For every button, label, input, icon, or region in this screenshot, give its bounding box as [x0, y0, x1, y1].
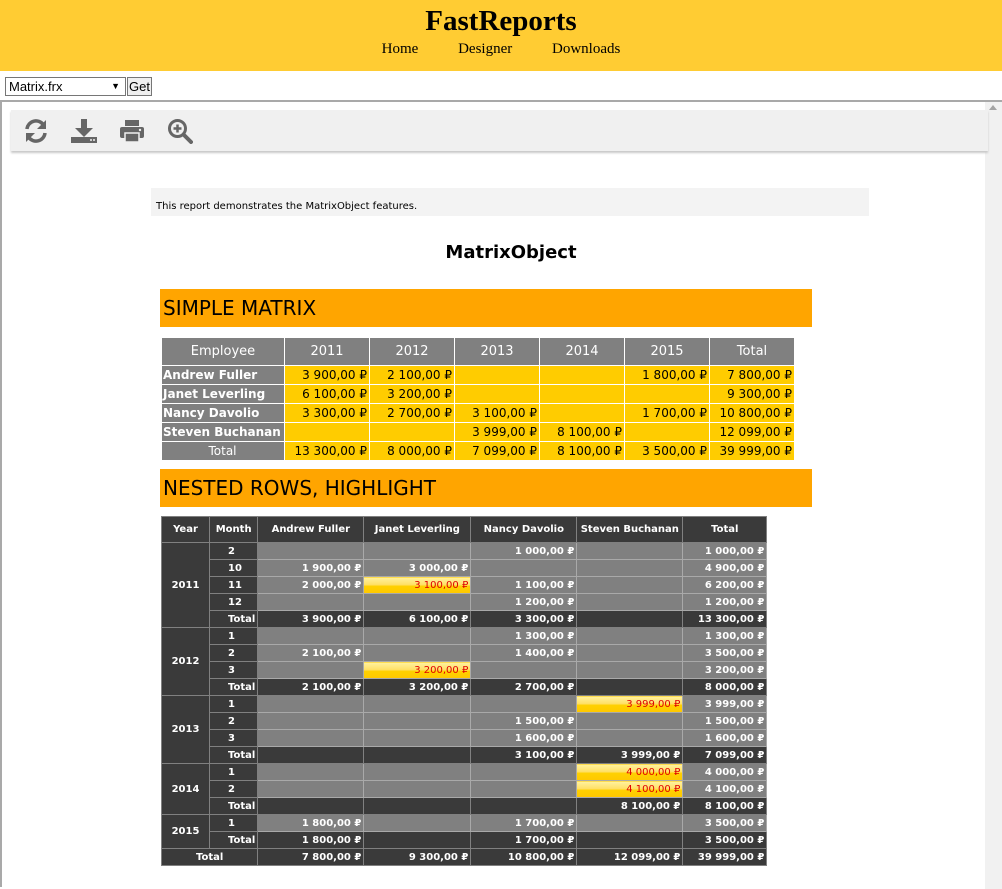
table-row	[162, 662, 767, 679]
value-cell: 3 999,00 ₽	[455, 423, 540, 442]
column-header: Nancy Davolio	[471, 517, 577, 543]
total-cell: 39 999,00 ₽	[710, 442, 795, 461]
month-cell: 2	[210, 645, 258, 662]
value-cell: 3 100,00 ₽	[455, 404, 540, 423]
year-cell: 2011	[162, 543, 210, 628]
value-cell: 12 099,00 ₽	[710, 423, 795, 442]
report-select[interactable]	[5, 77, 126, 96]
column-header: 2014	[540, 338, 625, 366]
value-cell: 3 200,00 ₽	[370, 385, 455, 404]
value-cell	[625, 423, 710, 442]
value-cell	[258, 594, 364, 611]
value-cell: 1 200,00 ₽	[471, 594, 577, 611]
month-cell: 1	[210, 628, 258, 645]
value-cell: 4 100,00 ₽	[683, 781, 767, 798]
value-cell: 1 300,00 ₽	[683, 628, 767, 645]
month-cell: 1	[210, 764, 258, 781]
nav-home-link[interactable]: Home	[381, 41, 419, 57]
value-cell	[364, 747, 471, 764]
report-description: This report demonstrates the MatrixObject features.	[151, 188, 869, 216]
employee-cell: Andrew Fuller	[162, 366, 285, 385]
value-cell	[455, 366, 540, 385]
table-row	[162, 543, 767, 560]
value-cell: 1 700,00 ₽	[471, 832, 577, 849]
value-cell: 7 099,00 ₽	[683, 747, 767, 764]
highlighted-cell: 4 100,00 ₽	[577, 781, 683, 798]
month-cell: 1	[210, 696, 258, 713]
value-cell: 1 800,00 ₽	[258, 832, 364, 849]
value-cell: 3 999,00 ₽	[683, 696, 767, 713]
value-cell	[471, 696, 577, 713]
value-cell	[364, 696, 471, 713]
section-nested-rows-title: NESTED ROWS, HIGHLIGHT	[160, 469, 812, 507]
value-cell: 3 300,00 ₽	[471, 611, 577, 628]
total-row	[162, 442, 795, 461]
month-cell: Total	[210, 679, 258, 696]
value-cell: 9 300,00 ₽	[710, 385, 795, 404]
value-cell: 3 100,00 ₽	[471, 747, 577, 764]
value-cell: 6 100,00 ₽	[285, 385, 370, 404]
value-cell: 6 200,00 ₽	[683, 577, 767, 594]
month-cell: Total	[210, 611, 258, 628]
grand-total-cell: 9 300,00 ₽	[364, 849, 471, 866]
simple-matrix-header-row	[162, 338, 795, 366]
value-cell: 6 100,00 ₽	[364, 611, 471, 628]
viewer-toolbar	[11, 110, 988, 151]
month-cell: Total	[210, 798, 258, 815]
value-cell	[577, 645, 683, 662]
table-row	[162, 815, 767, 832]
value-cell	[471, 560, 577, 577]
total-cell: 3 500,00 ₽	[625, 442, 710, 461]
column-header: Steven Buchanan	[577, 517, 683, 543]
column-header: Janet Leverling	[364, 517, 471, 543]
table-row	[162, 781, 767, 798]
subtotal-row	[162, 832, 767, 849]
year-cell: 2012	[162, 628, 210, 696]
subtotal-row	[162, 679, 767, 696]
value-cell: 1 500,00 ₽	[683, 713, 767, 730]
dropdown-arrow-icon: ▼	[111, 80, 120, 91]
vertical-scrollbar[interactable]	[985, 102, 1002, 889]
report-viewer	[0, 100, 1002, 887]
employee-cell: Steven Buchanan	[162, 423, 285, 442]
subtotal-row	[162, 611, 767, 628]
value-cell: 1 200,00 ₽	[683, 594, 767, 611]
subtotal-row	[162, 798, 767, 815]
value-cell	[577, 594, 683, 611]
value-cell: 3 900,00 ₽	[285, 366, 370, 385]
value-cell: 3 200,00 ₽	[683, 662, 767, 679]
value-cell: 8 100,00 ₽	[540, 423, 625, 442]
month-cell: 2	[210, 543, 258, 560]
nested-matrix-table	[161, 516, 767, 866]
print-icon[interactable]	[118, 117, 146, 145]
value-cell: 1 700,00 ₽	[625, 404, 710, 423]
value-cell	[625, 385, 710, 404]
table-row	[162, 764, 767, 781]
value-cell	[258, 764, 364, 781]
value-cell	[471, 781, 577, 798]
nav-downloads-link[interactable]: Downloads	[552, 41, 621, 57]
year-cell: 2014	[162, 764, 210, 815]
total-label: Total	[162, 442, 285, 461]
total-cell: 8 100,00 ₽	[540, 442, 625, 461]
value-cell: 3 900,00 ₽	[258, 611, 364, 628]
site-nav	[0, 40, 1002, 58]
month-cell: 3	[210, 730, 258, 747]
get-button[interactable]: Get	[127, 77, 152, 96]
employee-cell: Nancy Davolio	[162, 404, 285, 423]
month-cell: 2	[210, 713, 258, 730]
value-cell: 1 800,00 ₽	[625, 366, 710, 385]
value-cell	[577, 815, 683, 832]
value-cell	[364, 815, 471, 832]
value-cell	[258, 798, 364, 815]
value-cell	[285, 423, 370, 442]
grand-total-cell: 12 099,00 ₽	[577, 849, 683, 866]
year-cell: 2015	[162, 815, 210, 849]
value-cell: 8 100,00 ₽	[683, 798, 767, 815]
value-cell: 8 000,00 ₽	[683, 679, 767, 696]
month-cell: 11	[210, 577, 258, 594]
report-title: MatrixObject	[445, 242, 577, 263]
value-cell: 10 800,00 ₽	[710, 404, 795, 423]
value-cell: 13 300,00 ₽	[683, 611, 767, 628]
value-cell	[471, 764, 577, 781]
site-title: FastReports	[425, 5, 577, 37]
value-cell	[364, 730, 471, 747]
value-cell	[577, 662, 683, 679]
month-cell: 2	[210, 781, 258, 798]
column-header: 2015	[625, 338, 710, 366]
highlighted-cell: 3 999,00 ₽	[577, 696, 683, 713]
value-cell: 2 100,00 ₽	[370, 366, 455, 385]
value-cell: 3 500,00 ₽	[683, 832, 767, 849]
scroll-up-arrow-icon[interactable]	[989, 105, 997, 110]
value-cell: 1 900,00 ₽	[258, 560, 364, 577]
total-cell: 8 000,00 ₽	[370, 442, 455, 461]
value-cell	[258, 662, 364, 679]
value-cell: 1 100,00 ₽	[471, 577, 577, 594]
column-header: Andrew Fuller	[258, 517, 364, 543]
table-row	[162, 696, 767, 713]
zoom-in-icon[interactable]	[166, 117, 194, 145]
site-header	[0, 0, 1002, 71]
table-row	[162, 577, 767, 594]
table-row	[162, 385, 795, 404]
refresh-icon[interactable]	[22, 117, 50, 145]
table-row	[162, 645, 767, 662]
value-cell	[577, 679, 683, 696]
table-row	[162, 594, 767, 611]
value-cell	[577, 713, 683, 730]
value-cell	[258, 696, 364, 713]
value-cell	[258, 730, 364, 747]
value-cell	[364, 713, 471, 730]
value-cell	[370, 423, 455, 442]
grand-total-cell: 39 999,00 ₽	[683, 849, 767, 866]
value-cell	[364, 628, 471, 645]
grand-total-cell: 7 800,00 ₽	[258, 849, 364, 866]
value-cell	[258, 713, 364, 730]
value-cell: 1 700,00 ₽	[471, 815, 577, 832]
column-header: 2013	[455, 338, 540, 366]
value-cell: 1 000,00 ₽	[471, 543, 577, 560]
value-cell	[577, 832, 683, 849]
table-row	[162, 366, 795, 385]
value-cell: 1 400,00 ₽	[471, 645, 577, 662]
value-cell: 4 000,00 ₽	[683, 764, 767, 781]
value-cell: 3 200,00 ₽	[364, 679, 471, 696]
column-header: 2012	[370, 338, 455, 366]
column-header: Employee	[162, 338, 285, 366]
value-cell	[258, 781, 364, 798]
report-picker-bar	[5, 76, 152, 96]
subtotal-row	[162, 747, 767, 764]
nav-designer-link[interactable]: Designer	[458, 41, 513, 57]
value-cell: 2 700,00 ₽	[471, 679, 577, 696]
value-cell: 1 500,00 ₽	[471, 713, 577, 730]
value-cell: 3 300,00 ₽	[285, 404, 370, 423]
simple-matrix-table	[161, 337, 795, 461]
value-cell: 1 600,00 ₽	[683, 730, 767, 747]
month-cell: 12	[210, 594, 258, 611]
column-header: Total	[710, 338, 795, 366]
value-cell: 3 500,00 ₽	[683, 645, 767, 662]
value-cell	[577, 543, 683, 560]
value-cell	[577, 577, 683, 594]
download-icon[interactable]	[70, 117, 98, 145]
value-cell: 1 800,00 ₽	[258, 815, 364, 832]
value-cell	[258, 628, 364, 645]
highlighted-cell: 4 000,00 ₽	[577, 764, 683, 781]
value-cell	[258, 543, 364, 560]
value-cell	[577, 628, 683, 645]
value-cell	[471, 798, 577, 815]
value-cell: 2 000,00 ₽	[258, 577, 364, 594]
month-cell: Total	[210, 832, 258, 849]
value-cell: 4 900,00 ₽	[683, 560, 767, 577]
value-cell	[471, 662, 577, 679]
value-cell	[364, 543, 471, 560]
grand-total-row	[162, 849, 767, 866]
value-cell	[364, 832, 471, 849]
value-cell	[364, 594, 471, 611]
value-cell: 1 000,00 ₽	[683, 543, 767, 560]
highlighted-cell: 3 200,00 ₽	[364, 662, 471, 679]
grand-total-cell: 10 800,00 ₽	[471, 849, 577, 866]
value-cell	[364, 781, 471, 798]
section-simple-matrix-title: SIMPLE MATRIX	[160, 289, 812, 327]
table-row	[162, 628, 767, 645]
value-cell: 3 500,00 ₽	[683, 815, 767, 832]
value-cell	[364, 764, 471, 781]
highlighted-cell: 3 100,00 ₽	[364, 577, 471, 594]
value-cell	[540, 385, 625, 404]
value-cell	[540, 404, 625, 423]
month-cell: 3	[210, 662, 258, 679]
column-header: Total	[683, 517, 767, 543]
value-cell: 2 700,00 ₽	[370, 404, 455, 423]
month-cell: Total	[210, 747, 258, 764]
value-cell: 2 100,00 ₽	[258, 679, 364, 696]
column-header: Month	[210, 517, 258, 543]
table-row	[162, 713, 767, 730]
value-cell	[540, 366, 625, 385]
total-cell: 7 099,00 ₽	[455, 442, 540, 461]
table-row	[162, 560, 767, 577]
value-cell: 7 800,00 ₽	[710, 366, 795, 385]
table-row	[162, 404, 795, 423]
year-cell: 2013	[162, 696, 210, 764]
value-cell	[364, 645, 471, 662]
report-select-value: Matrix.frx	[9, 78, 63, 94]
table-row	[162, 423, 795, 442]
employee-cell: Janet Leverling	[162, 385, 285, 404]
value-cell: 1 300,00 ₽	[471, 628, 577, 645]
value-cell	[577, 560, 683, 577]
column-header: 2011	[285, 338, 370, 366]
column-header: Year	[162, 517, 210, 543]
value-cell: 8 100,00 ₽	[577, 798, 683, 815]
month-cell: 10	[210, 560, 258, 577]
value-cell: 3 000,00 ₽	[364, 560, 471, 577]
value-cell	[577, 611, 683, 628]
nested-matrix-header-row	[162, 517, 767, 543]
value-cell: 1 600,00 ₽	[471, 730, 577, 747]
value-cell: 3 999,00 ₽	[577, 747, 683, 764]
table-row	[162, 730, 767, 747]
value-cell: 2 100,00 ₽	[258, 645, 364, 662]
value-cell	[455, 385, 540, 404]
value-cell	[577, 730, 683, 747]
grand-total-label: Total	[162, 849, 258, 866]
month-cell: 1	[210, 815, 258, 832]
value-cell	[364, 798, 471, 815]
total-cell: 13 300,00 ₽	[285, 442, 370, 461]
value-cell	[258, 747, 364, 764]
